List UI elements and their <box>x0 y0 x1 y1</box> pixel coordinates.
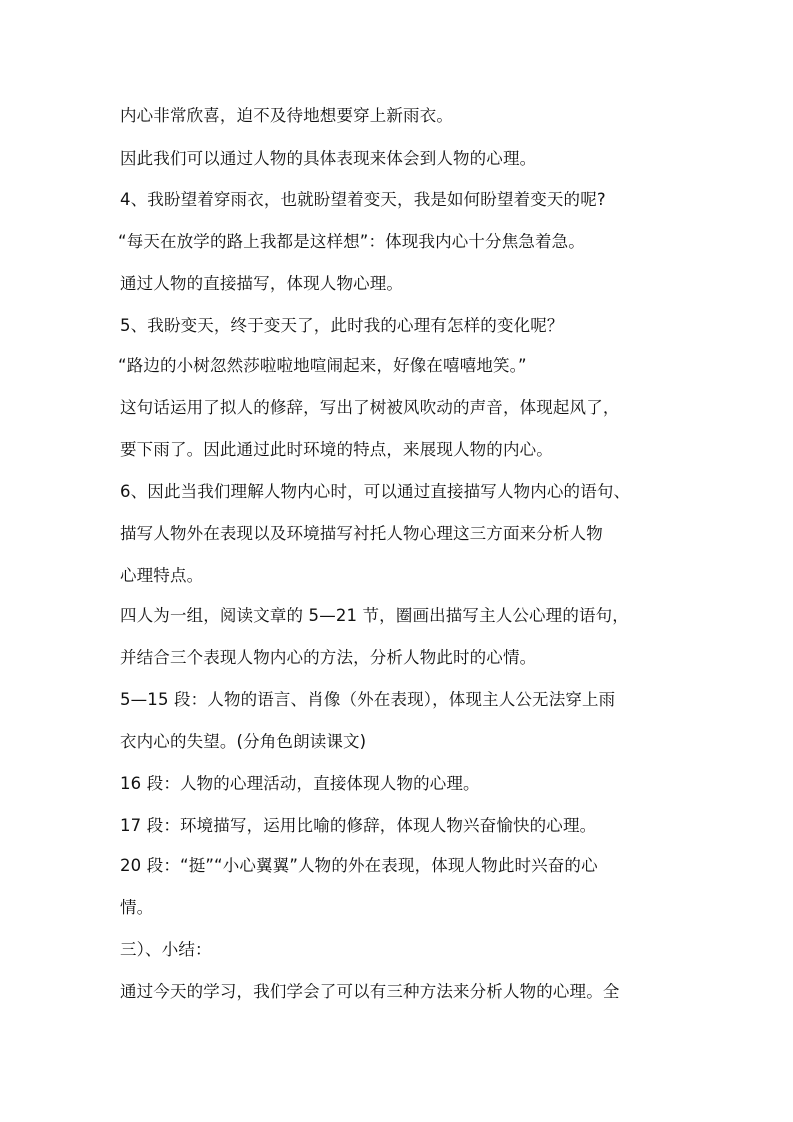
text-line-18: 17 段：环境描写，运用比喻的修辞，体现人物兴奋愉快的心理。 <box>120 816 597 835</box>
text-line-12: 心理特点。 <box>120 566 204 585</box>
text-line-17: 16 段：人物的心理活动，直接体现人物的心理。 <box>120 774 480 793</box>
text-line-2: 因此我们可以通过人物的具体表现来体会到人物的心理。 <box>120 149 537 168</box>
text-line-19: 20 段：“挺”“小心翼翼”人物的外在表现，体现人物此时兴奋的心 <box>120 856 598 875</box>
text-line-11: 描写人物外在表现以及环境描写衬托人物心理这三方面来分析人物 <box>120 524 603 543</box>
text-line-16: 衣内心的失望。(分角色朗读课文) <box>120 732 367 751</box>
section-heading: 三）、小结： <box>120 940 212 959</box>
text-line-5: 通过人物的直接描写，体现人物心理。 <box>120 274 404 293</box>
text-line-13: 四人为一组，阅读文章的 5—21 节，圈画出描写主人公心理的语句， <box>120 606 629 625</box>
text-line-1: 内心非常欣喜，迫不及待地想要穿上新雨衣。 <box>120 106 453 125</box>
text-line-20: 情。 <box>120 898 154 917</box>
text-line-8: 这句话运用了拟人的修辞，写出了树被风吹动的声音，体现起风了， <box>120 398 620 417</box>
text-line-10: 6、因此当我们理解人物内心时，可以通过直接描写人物内心的语句、 <box>120 482 631 501</box>
text-line-4: “每天在放学的路上我都是这样想”：体现我内心十分焦急着急。 <box>118 232 585 251</box>
text-line-14: 并结合三个表现人物内心的方法，分析人物此时的心情。 <box>120 648 537 667</box>
text-line-3: 4、我盼望着穿雨衣，也就盼望着变天，我是如何盼望着变天的呢? <box>120 190 606 209</box>
text-line-22: 通过今天的学习，我们学会了可以有三种方法来分析人物的心理。全 <box>120 982 620 1001</box>
text-line-15: 5—15 段：人物的语言、肖像（外在表现），体现主人公无法穿上雨 <box>120 690 616 709</box>
text-line-9: 要下雨了。因此通过此时环境的特点，来展现人物的内心。 <box>120 440 553 459</box>
text-line-6: 5、我盼变天，终于变天了，此时我的心理有怎样的变化呢？ <box>120 316 564 335</box>
text-line-7: “路边的小树忽然莎啦啦地喧闹起来，好像在嘻嘻地笑。” <box>118 356 527 375</box>
